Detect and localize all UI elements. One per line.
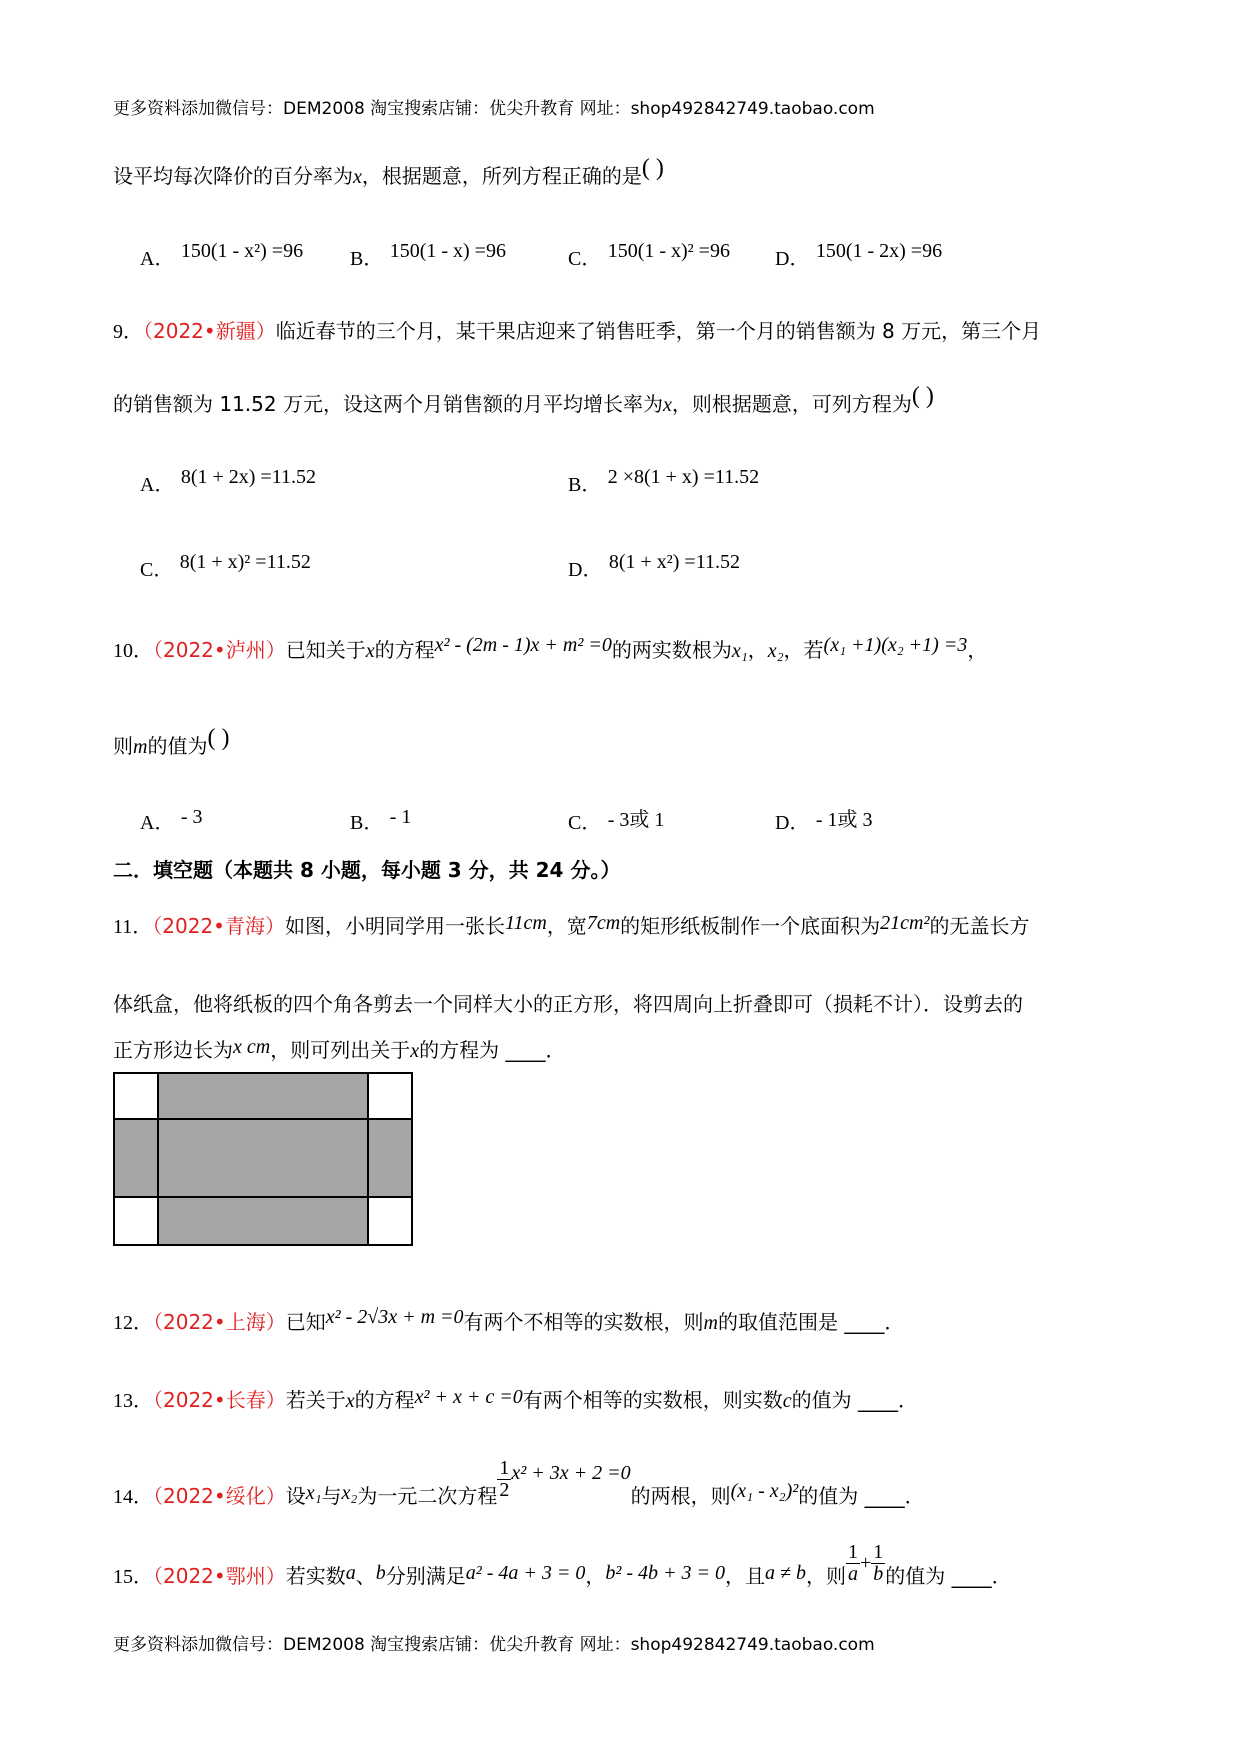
q9-source: （2022•新疆） <box>143 319 276 343</box>
q14-half-fraction: $\frac{1}{2}$ <box>499 1457 510 1501</box>
q12-line: 12．（2022•上海）已知x² - 2√3x + m =0有两个不相等的实数根，则m的取值范围是 ____． <box>113 1306 905 1334</box>
q10-option-c[interactable]: C． - 3或 1 <box>568 809 665 834</box>
q14-source: （2022•绥化） <box>153 1484 286 1508</box>
cut-square-top-right <box>368 1073 412 1119</box>
cut-square-bottom-left <box>114 1197 158 1245</box>
page-footer: 更多资料添加微信号：DEM2008 淘宝搜索店铺：优尖升教育 网址：shop492842749.taobao.com <box>113 1635 875 1655</box>
q15-source: （2022•鄂州） <box>153 1564 286 1588</box>
q10-option-b[interactable]: B． - 1 <box>350 806 412 834</box>
q10-line2: 则m的值为( ) <box>113 725 230 758</box>
q9-line1: 9．（2022•新疆）临近春节的三个月，某干果店迎来了销售旺季，第一个月的销售额为 8 万元，第三个月 <box>113 319 1042 343</box>
q10-option-d[interactable]: D． - 1或 3 <box>775 809 873 834</box>
page-header: 更多资料添加微信号：DEM2008 淘宝搜索店铺：优尖升教育 网址：shop492842749.taobao.com <box>113 99 875 119</box>
q13-line: 13．（2022•长春）若关于x的方程x² + x + c =0有两个相等的实数根，则实数c的值为 ____． <box>113 1386 918 1412</box>
q12-source: （2022•上海） <box>153 1310 286 1334</box>
q8-option-c[interactable]: C． 150(1 - x)² =96 <box>568 240 730 270</box>
q8-option-b[interactable]: B． 150(1 - x) =96 <box>350 240 506 270</box>
q11-cardboard-figure <box>113 1072 415 1248</box>
q10-line1: 10．（2022•泸州）已知关于x的方程x² - (2m - 1)x + m² =0的两实数根为x₁，x₂，若(x₁ +1)(x₂ +1) =3， <box>113 634 988 662</box>
section-heading-fill-blank: 二．填空题（本题共 8 小题，每小题 3 分，共 24 分。） <box>113 858 621 882</box>
q8-option-a[interactable]: A． 150(1 - x²) =96 <box>140 240 304 270</box>
q9-option-d[interactable]: D． 8(1 + x²) =11.52 <box>568 551 740 581</box>
q10-option-a[interactable]: A． - 3 <box>140 806 203 834</box>
cut-square-top-left <box>114 1073 158 1119</box>
q15-fraction-1-over-b: $\frac{1}{b}$ <box>873 1541 884 1585</box>
q8-option-d[interactable]: D． 150(1 - 2x) =96 <box>775 240 943 270</box>
q11-line2: 体纸盒，他将纸板的四个角各剪去一个同样大小的正方形，将四周向上折叠即可（损耗不计）．设剪去的 <box>113 992 1023 1016</box>
q14-line: 14．（2022•绥化）设x₁与x₂为一元二次方程 $\frac{1}{2}$ x² + 3x + 2 =0的两根，则(x₁ - x₂)²的值为 ____． <box>113 1457 925 1508</box>
q9-option-a[interactable]: A． 8(1 + 2x) =11.52 <box>140 466 316 496</box>
q9-option-c[interactable]: C． 8(1 + x)² =11.52 <box>140 551 311 581</box>
cut-square-bottom-right <box>368 1197 412 1245</box>
q9-option-b[interactable]: B． 2 ×8(1 + x) =11.52 <box>568 466 760 496</box>
q9-line2: 的销售额为 11.52 万元，设这两个月销售额的月平均增长率为x，则根据题意，可列方程为( ) <box>113 383 934 416</box>
q15-fraction-1-over-a: $\frac{1}{a}$ <box>848 1541 858 1585</box>
q8-stem: 设平均每次降价的百分率为x，根据题意，所列方程正确的是( ) <box>113 155 664 188</box>
q11-line1: 11．（2022•青海）如图，小明同学用一张长11cm，宽7cm的矩形纸板制作一个底面积为21cm²的无盖长方 <box>113 912 1030 938</box>
q15-line: 15．（2022•鄂州）若实数a、b分别满足a² - 4a + 3 = 0，b² - 4b + 3 = 0，且a ≠ b，则 $\frac{1}{a}$ + $\frac{1}{b}$ 的值为 ____． <box>113 1541 1012 1588</box>
q11-line3: 正方形边长为x cm，则可列出关于x的方程为 ____． <box>113 1036 566 1062</box>
q11-source: （2022•青海） <box>152 914 285 938</box>
q10-source: （2022•泸州） <box>153 638 286 662</box>
q13-source: （2022•长春） <box>153 1388 286 1412</box>
